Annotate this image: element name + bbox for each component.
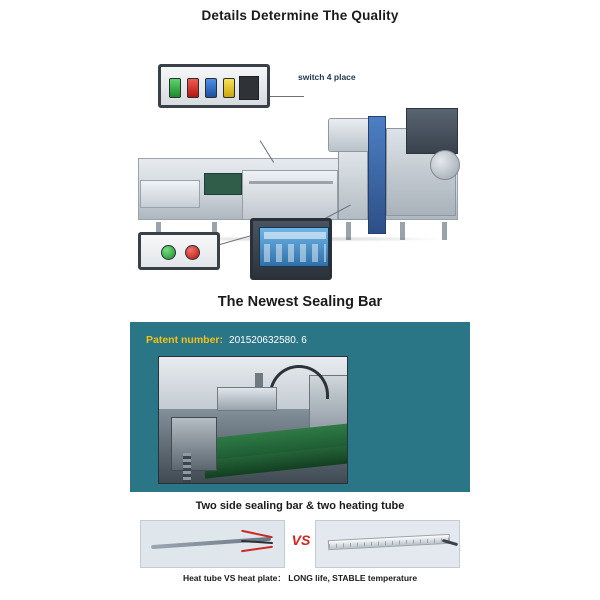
heat-tube-photo: [140, 520, 285, 568]
patent-label: Patent number:: [146, 334, 224, 346]
patent-row: [146, 334, 307, 346]
sealing-bar-motor: [171, 417, 217, 471]
sealing-bar-caption: Two side sealing bar & two heating tube: [195, 500, 405, 512]
sealing-bar-head: [217, 387, 277, 411]
hmi-screen[interactable]: [259, 227, 329, 267]
machine-photo: [130, 30, 470, 280]
comparison-caption: Heat tube VS heat plate： LONG life, STABLE temperature: [182, 573, 418, 583]
vs-badge: VS: [291, 532, 311, 548]
machine-blue-column: [368, 116, 386, 234]
sealing-bar-spring: [183, 453, 191, 483]
start-button[interactable]: [161, 245, 176, 260]
heat-tube-wires: [241, 531, 275, 551]
machine-green-unit: [204, 173, 242, 195]
machine-film-roll: [430, 150, 460, 180]
start-stop-callout: [138, 232, 220, 270]
panel-button-red[interactable]: [187, 78, 199, 98]
patent-section: [130, 322, 470, 492]
panel-display: [239, 76, 259, 100]
heat-comparison-strip: [140, 520, 460, 568]
hmi-touchscreen-callout: [250, 218, 332, 280]
machine-center-panel: [242, 170, 338, 220]
page-title: Details Determine The Quality: [201, 8, 399, 23]
machine-unwind-unit: [406, 108, 458, 154]
switch-place-label: switch 4 place: [298, 72, 356, 82]
stop-button[interactable]: [185, 245, 200, 260]
panel-button-blue[interactable]: [205, 78, 217, 98]
heat-plate-icon: [328, 534, 450, 550]
sealing-bar-title: The Newest Sealing Bar: [217, 294, 383, 310]
heat-plate-photo: [315, 520, 460, 568]
patent-number: 201520632580. 6: [229, 335, 307, 346]
leader-line-switch: [270, 96, 304, 97]
machine-output-table: [140, 180, 200, 208]
sealing-bar-photo: [158, 356, 348, 484]
control-panel-callout: [158, 64, 270, 108]
panel-button-yellow[interactable]: [223, 78, 235, 98]
panel-button-green[interactable]: [169, 78, 181, 98]
